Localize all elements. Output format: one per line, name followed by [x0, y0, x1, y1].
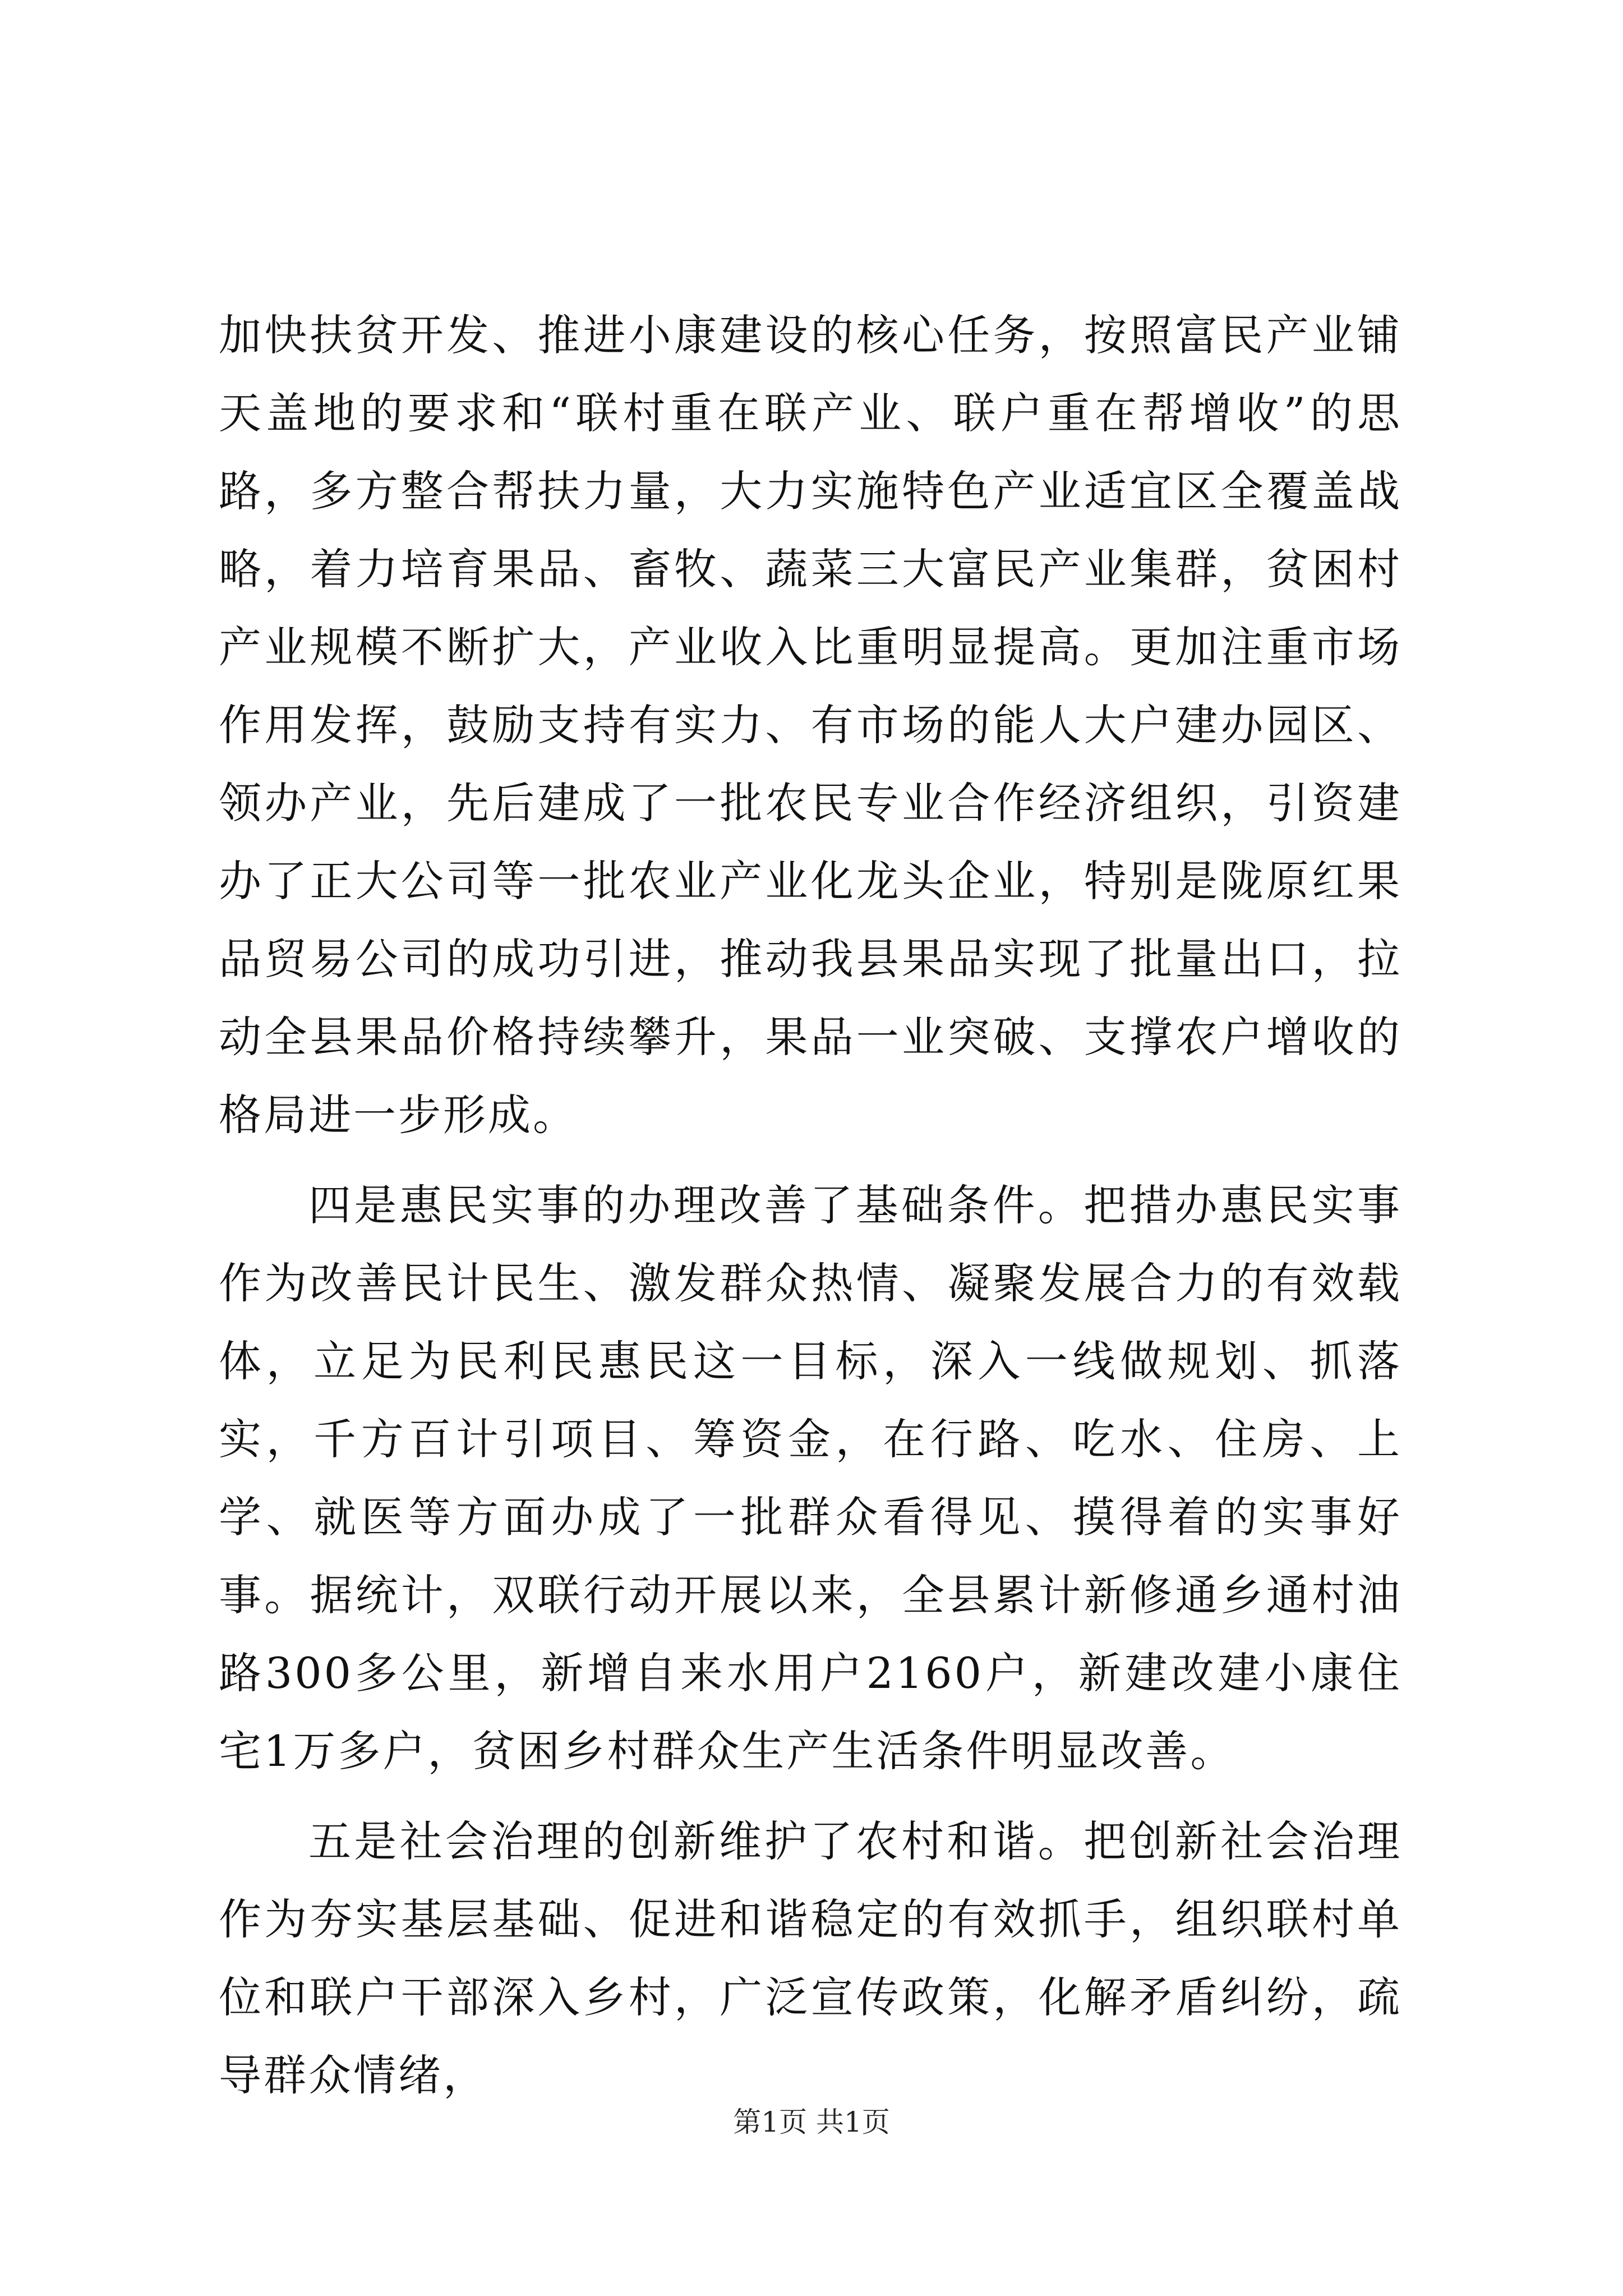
paragraph-item-four: 四是惠民实事的办理改善了基础条件。把措办惠民实事作为改善民计民生、激发群众热情、凝聚发展合力的有效载体，立足为民利民惠民这一目标，深入一线做规划、抓落实，千方百计引项目、筹资金，在行路、吃水、住房、上学、就医等方面办成了一批群众看得见、摸得着的实事好事。据统计，双联行动开展以来，全县累计新修通乡通村油路300多公里，新增自来水用户2160户，新建改建小康住宅1万多户，贫困乡村群众生产生活条件明显改善。 [219, 1180, 1402, 1776]
document-body [219, 296, 1402, 2114]
page-footer: 第1页 共1页 [733, 2106, 890, 2138]
paragraph-item-five: 五是社会治理的创新维护了农村和谐。把创新社会治理作为夯实基层基础、促进和谐稳定的有效抓手，组织联村单位和联户干部深入乡村，广泛宣传政策，化解矛盾纠纷，疏导群众情绪， [219, 1816, 1402, 2100]
paragraph-continued: 加快扶贫开发、推进小康建设的核心任务，按照富民产业铺天盖地的要求和“联村重在联产业、联户重在帮增收”的思路，多方整合帮扶力量，大力实施特色产业适宜区全覆盖战略，着力培育果品、畜牧、蔬菜三大富民产业集群，贫困村产业规模不断扩大，产业收入比重明显提高。更加注重市场作用发挥，鼓励支持有实力、有市场的能人大户建办园区、领办产业，先后建成了一批农民专业合作经济组织，引资建办了正大公司等一批农业产业化龙头企业，特别是陇原红果品贸易公司的成功引进，推动我县果品实现了批量出口，拉动全县果品价格持续攀升，果品一业突破、支撑农户增收的格局进一步形成。 [219, 310, 1402, 1140]
